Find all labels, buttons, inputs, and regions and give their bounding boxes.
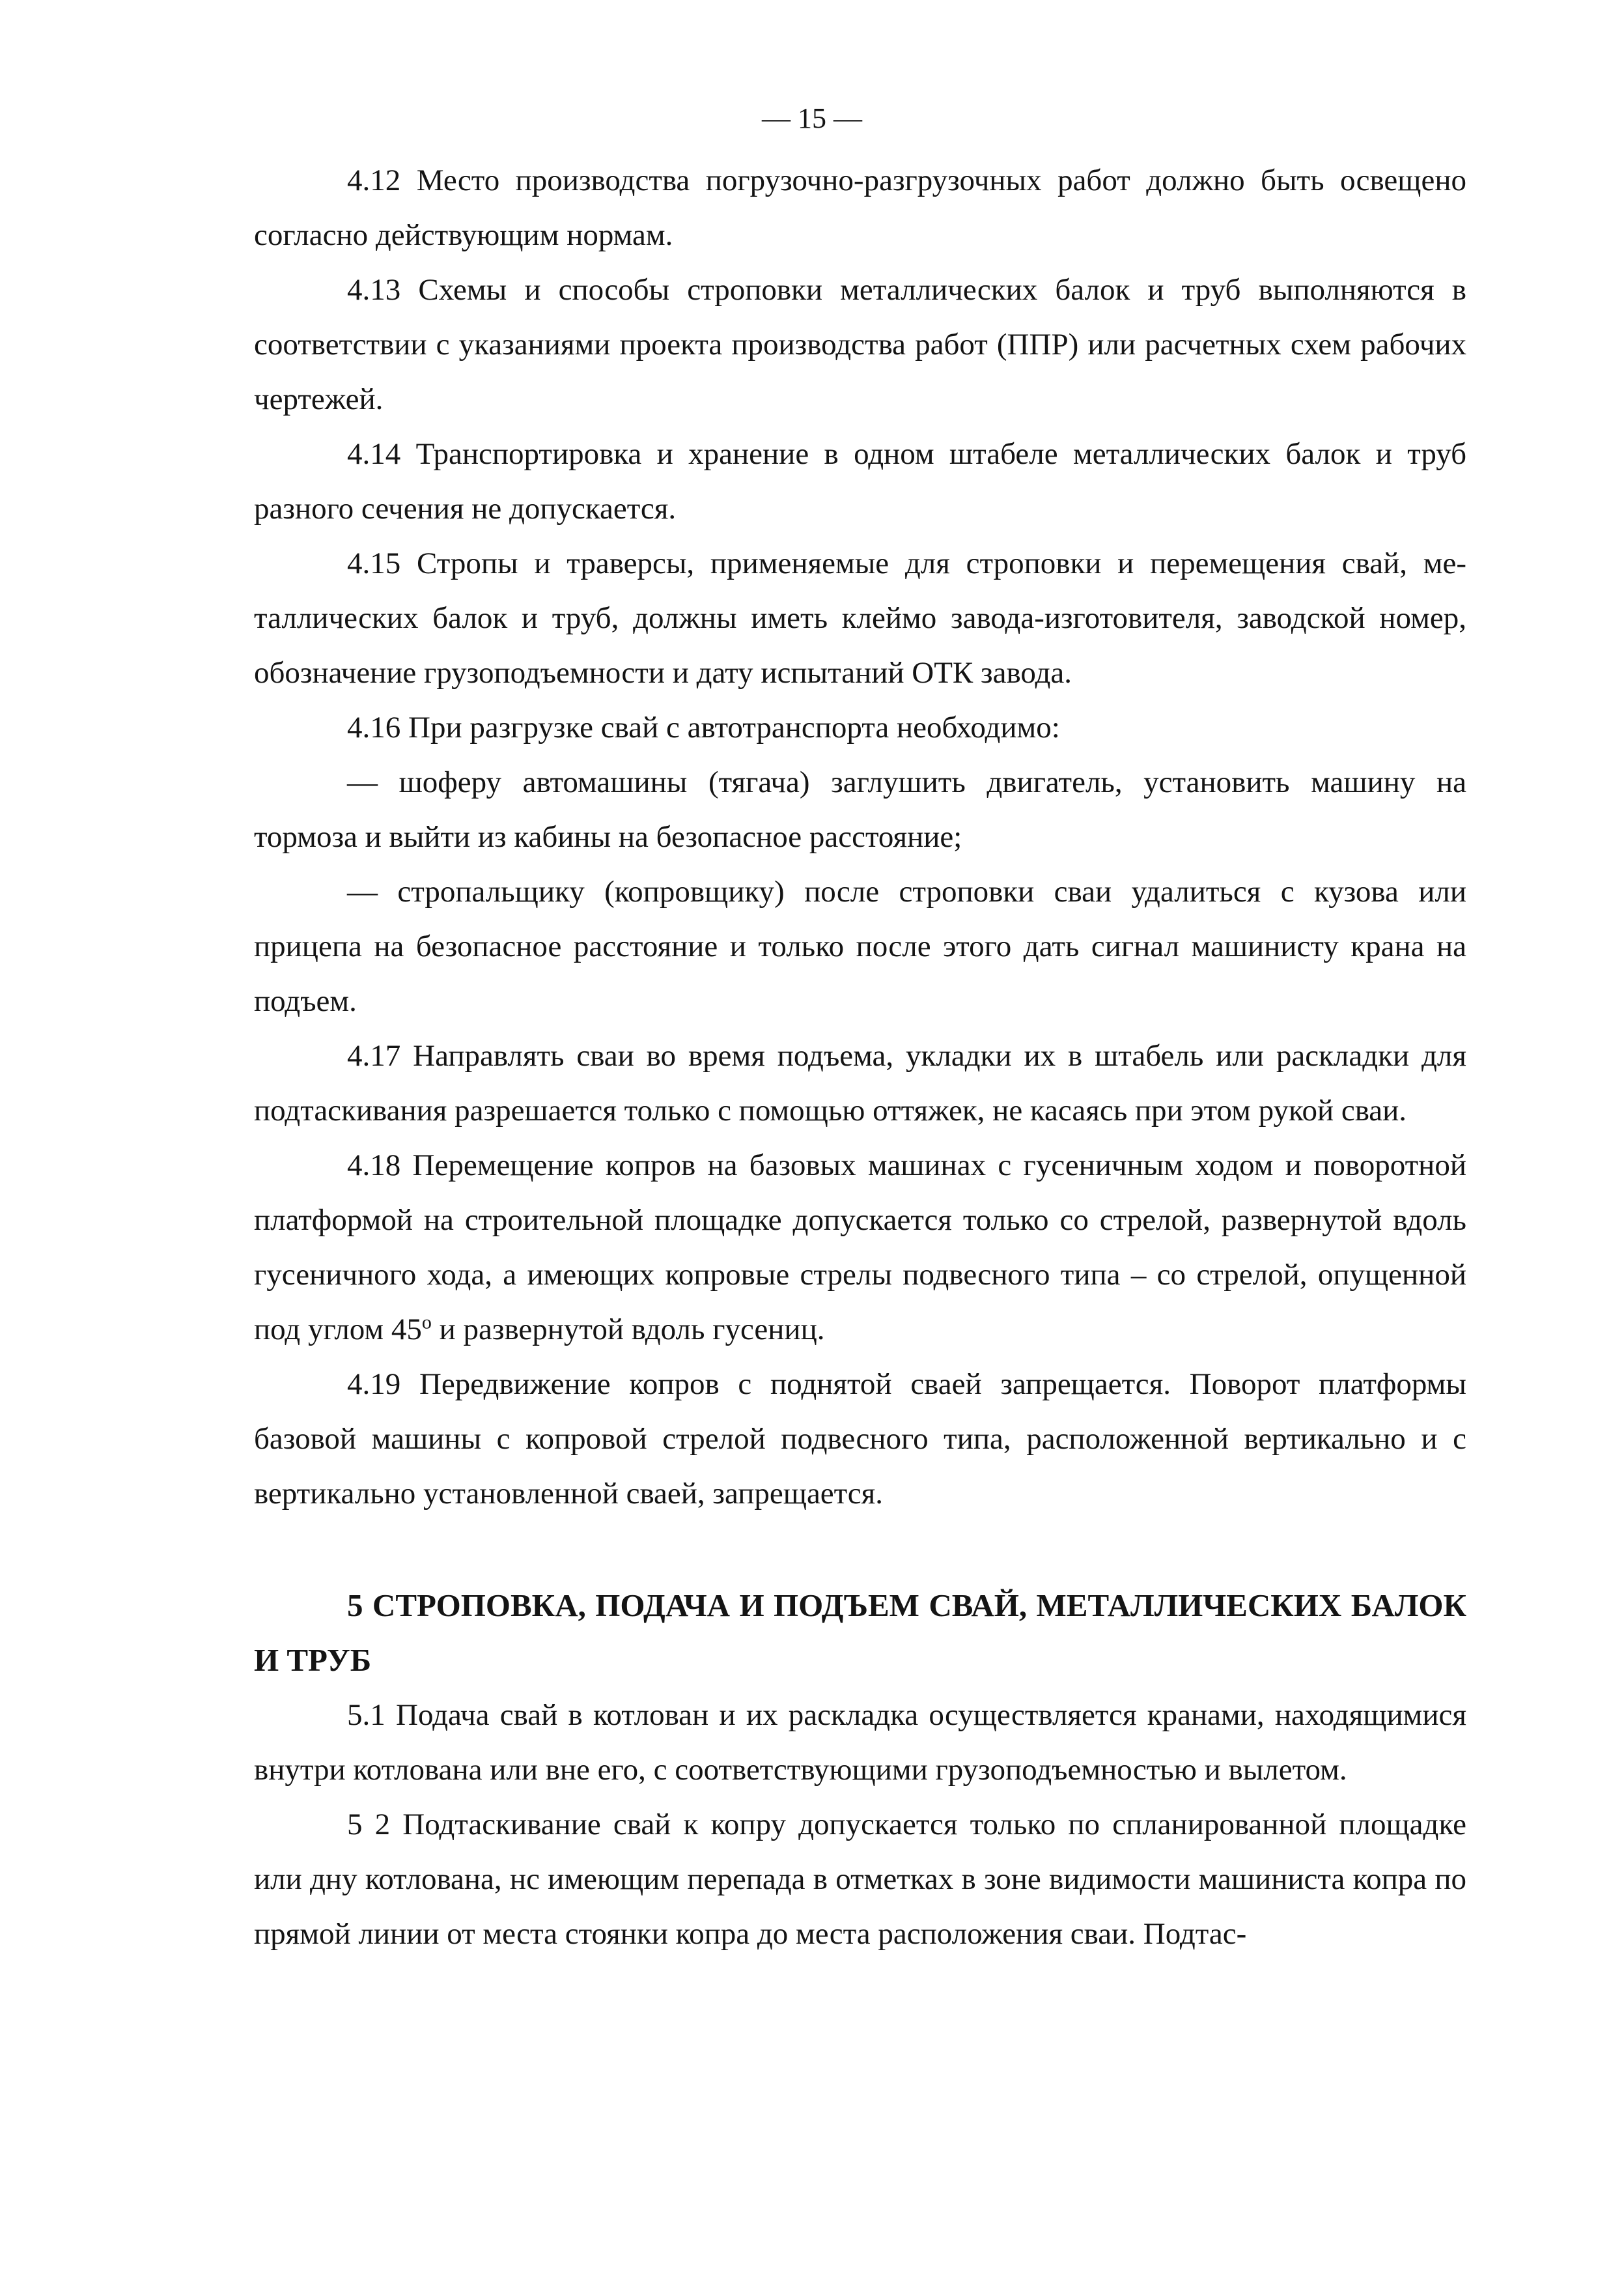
degree-superscript: о — [421, 1311, 432, 1333]
paragraph-4-12: 4.12 Место производства погрузочно-разгрузочных работ должно быть освещено согласно действующим нормам. — [254, 163, 1466, 252]
paragraph-4-16: 4.16 При разгрузке свай с автотранспорта необходимо: — [347, 711, 1060, 745]
paragraph-4-19: 4.19 Передвижение копров с поднятой сваей запрещается. Поворот платформы базовой машины с копровой стрелой подвесного типа, расположенной вертикально и с вертикально установленной сваей, запрещается. — [254, 1367, 1466, 1511]
paragraph-4-18 — [254, 1138, 1466, 1357]
paragraph-4-17: 4.17 Направлять сваи во время подъема, укладки их в штабель или раскладки для подтаскивания разрешается только с помощью оттяжек, не касаясь при этом рукой сваи. — [254, 1039, 1466, 1128]
document-body — [254, 153, 1466, 1961]
paragraph-4-13: 4.13 Схемы и способы строповки металлических балок и труб выполняются в соответствии с указаниями проекта производства работ (ППР) или расчетных схем рабочих чертежей. — [254, 273, 1466, 416]
list-item-driver: — шоферу автомашины (тягача) заглушить двигатель, установить машину на тормоза и выйти из кабины на безопасное расстояние; — [254, 765, 1466, 854]
paragraph-5-2: 5 2 Подтаскивание свай к копру допускается только по спланированной площадке или дну котлована, нс имеющим перепада в отметках в зоне видимости машиниста копра по прямой линии от места стоянки копра до места расположения сваи. Подтас- — [254, 1808, 1466, 1951]
paragraph-4-15: 4.15 Стропы и траверсы, применяемые для строповки и перемещения свай, металлических балок и труб, должны иметь клеймо завода-изготовителя, заводской номер, обозначение грузоподъемности и дату испытаний ОТК завода. — [254, 546, 1466, 690]
paragraph-4-14: 4.14 Транспортировка и хранение в одном штабеле металлических балок и труб разного сечения не допускается. — [254, 437, 1466, 526]
paragraph-5-1: 5.1 Подача свай в котлован и их раскладка осуществляется кранами, находящимися внутри котлована или вне его, с соответствующими грузоподъемностью и вылетом. — [254, 1698, 1466, 1787]
list-item-slinger: — стропальщику (копровщику) после строповки сваи удалиться с кузова или прицепа на безопасное расстояние и только после этого дать сигнал машинисту крана на подъем. — [254, 875, 1466, 1018]
page-number: — 15 — — [762, 102, 862, 134]
section-5-heading: 5 СТРОПОВКА, ПОДАЧА И ПОДЪЕМ СВАЙ, МЕТАЛЛИЧЕСКИХ БАЛОК И ТРУБ — [254, 1587, 1466, 1678]
paragraph-4-18-text: 4.18 Перемещение копров на базовых машинах с гусеничным ходом и поворотной платформой на строительной площадке допускается только со стрелой, развернутой вдоль гусеничного хода, а имеющих копровые стрелы подвесного типа – со стрелой, опущенной под углом 45 — [254, 1148, 1466, 1346]
paragraph-4-18-text-end: и развернутой вдоль гусениц. — [431, 1312, 825, 1346]
